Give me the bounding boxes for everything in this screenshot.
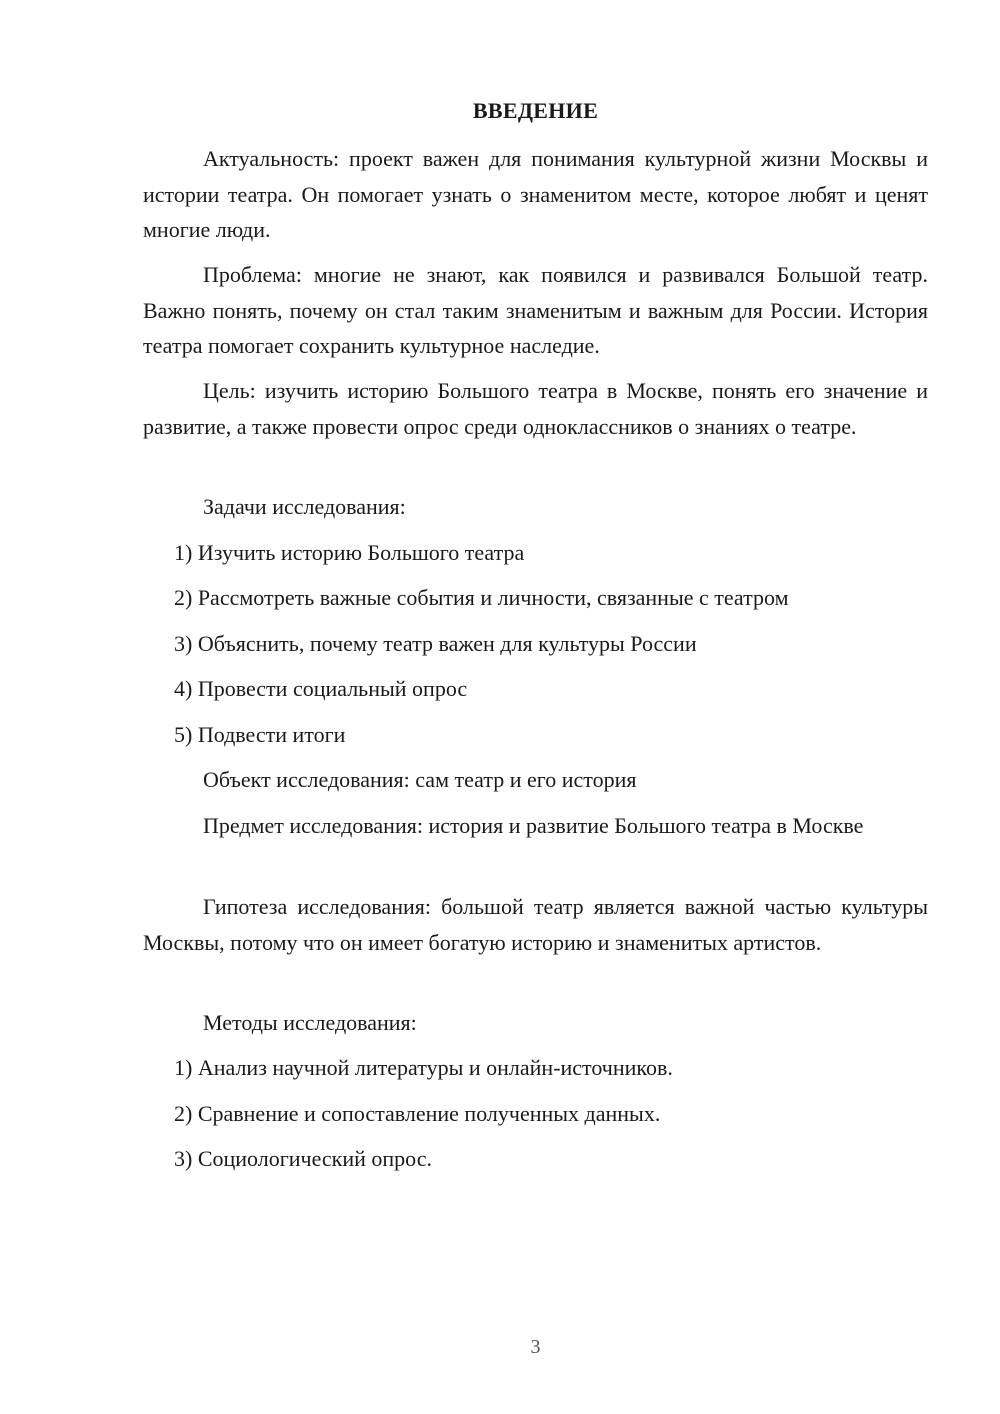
task-item: 4) Провести социальный опрос xyxy=(174,676,468,701)
relevance-paragraph: Актуальность: проект важен для понимания культурной жизни Москвы и истории театра. Он помогает узнать о знаменитом месте, которое любят и ценят многие люди. xyxy=(143,146,928,242)
document-page xyxy=(143,0,928,1414)
method-item: 3) Социологический опрос. xyxy=(174,1146,432,1171)
page-title: ВВЕДЕНИЕ xyxy=(472,98,599,123)
object-paragraph: Объект исследования: сам театр и его история xyxy=(203,767,637,792)
tasks-heading: Задачи исследования: xyxy=(203,494,406,519)
subject-paragraph: Предмет исследования: история и развитие Большого театра в Москве xyxy=(203,813,864,838)
goal-paragraph: Цель: изучить историю Большого театра в Москве, понять его значение и развитие, а также провести опрос среди одноклассников о знаниях о театре. xyxy=(143,378,928,439)
problem-paragraph: Проблема: многие не знают, как появился и развивался Большой театр. Важно понять, почему он стал таким знаменитым и важным для России. История театра помогает сохранить культурное наследие. xyxy=(143,262,928,358)
page-number: 3 xyxy=(530,1336,541,1358)
task-item: 1) Изучить историю Большого театра xyxy=(174,540,525,565)
method-item: 2) Сравнение и сопоставление полученных данных. xyxy=(174,1101,661,1126)
methods-heading: Методы исследования: xyxy=(203,1010,417,1035)
hypothesis-paragraph: Гипотеза исследования: большой театр является важной частью культуры Москвы, потому что он имеет богатую историю и знаменитых артистов. xyxy=(143,894,928,955)
task-item: 2) Рассмотреть важные события и личности, связанные с театром xyxy=(174,585,789,610)
task-item: 5) Подвести итоги xyxy=(174,722,346,747)
task-item: 3) Объяснить, почему театр важен для культуры России xyxy=(174,631,697,656)
method-item: 1) Анализ научной литературы и онлайн-источников. xyxy=(174,1055,673,1080)
